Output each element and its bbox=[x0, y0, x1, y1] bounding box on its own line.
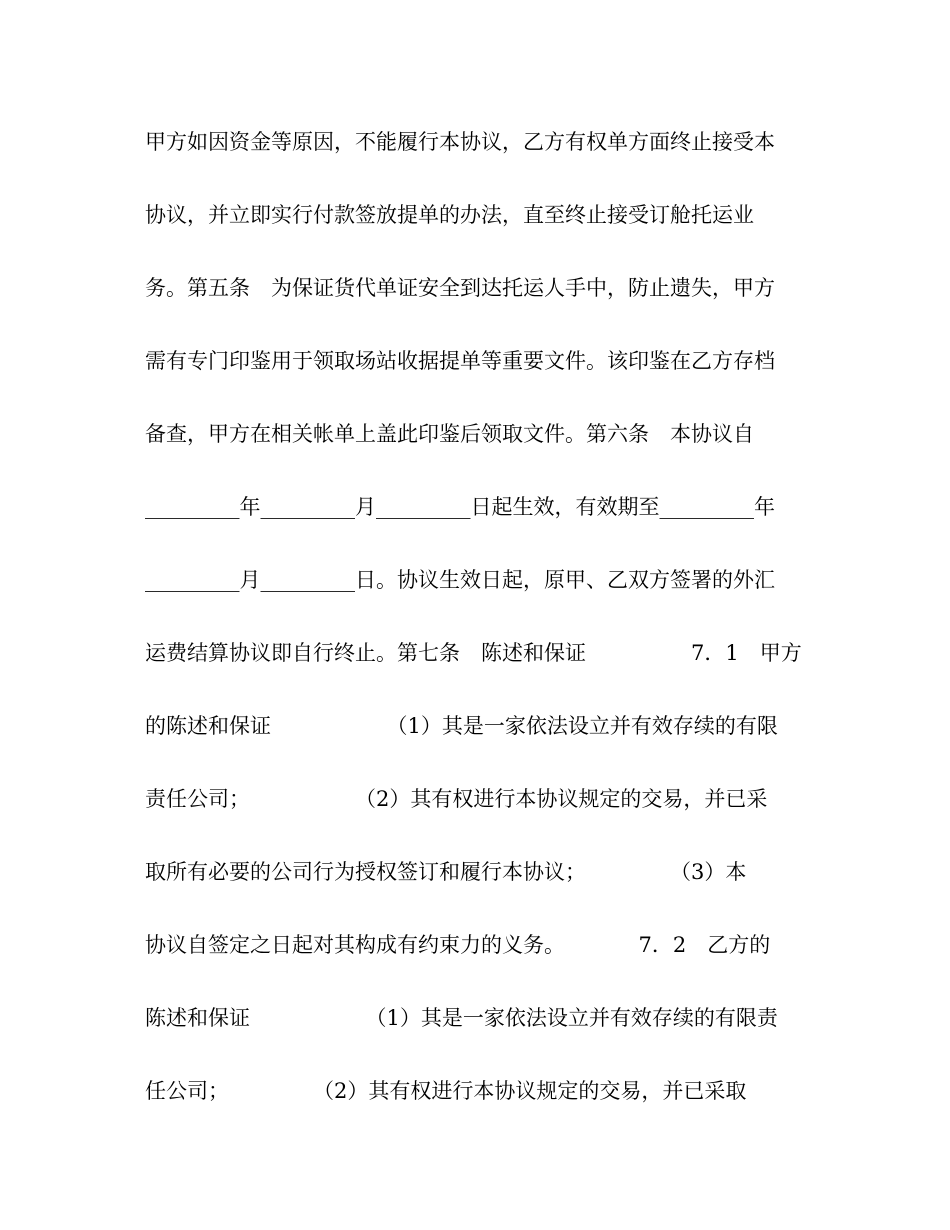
paragraph-line: 运费结算协议即自行终止。第七条 陈述和保证 7．1 甲方 bbox=[145, 641, 802, 665]
paragraph-line: 协议，并立即实行付款签放提单的办法，直至终止接受订舱托运业 bbox=[145, 203, 754, 227]
paragraph-line: 的陈述和保证 （1）其是一家依法设立并有效存续的有限 bbox=[145, 714, 778, 738]
paragraph-line: 务。第五条 为保证货代单证安全到达托运人手中，防止遗失，甲方 bbox=[145, 276, 775, 300]
paragraph-line: 陈述和保证 （1）其是一家依法设立并有效存续的有限责 bbox=[145, 1006, 778, 1030]
paragraph-line: 取所有必要的公司行为授权签订和履行本协议； （3）本 bbox=[145, 860, 747, 884]
paragraph-line: _________年_________月_________日起生效，有效期至_________年 bbox=[145, 495, 775, 519]
paragraph-line: 备查，甲方在相关帐单上盖此印鉴后领取文件。第六条 本协议自 bbox=[145, 422, 754, 446]
paragraph-line: 甲方如因资金等原因，不能履行本协议，乙方有权单方面终止接受本 bbox=[145, 130, 775, 154]
paragraph-line: 协议自签定之日起对其构成有约束力的义务。 7．2 乙方的 bbox=[145, 933, 771, 957]
paragraph-line: 责任公司； （2）其有权进行本协议规定的交易，并已采 bbox=[145, 787, 768, 811]
paragraph-line: _________月_________日。协议生效日起，原甲、乙双方签署的外汇 bbox=[145, 568, 775, 592]
paragraph-line: 任公司； （2）其有权进行本协议规定的交易，并已采取 bbox=[145, 1079, 747, 1103]
paragraph-line: 需有专门印鉴用于领取场站收据提单等重要文件。该印鉴在乙方存档 bbox=[145, 349, 775, 373]
